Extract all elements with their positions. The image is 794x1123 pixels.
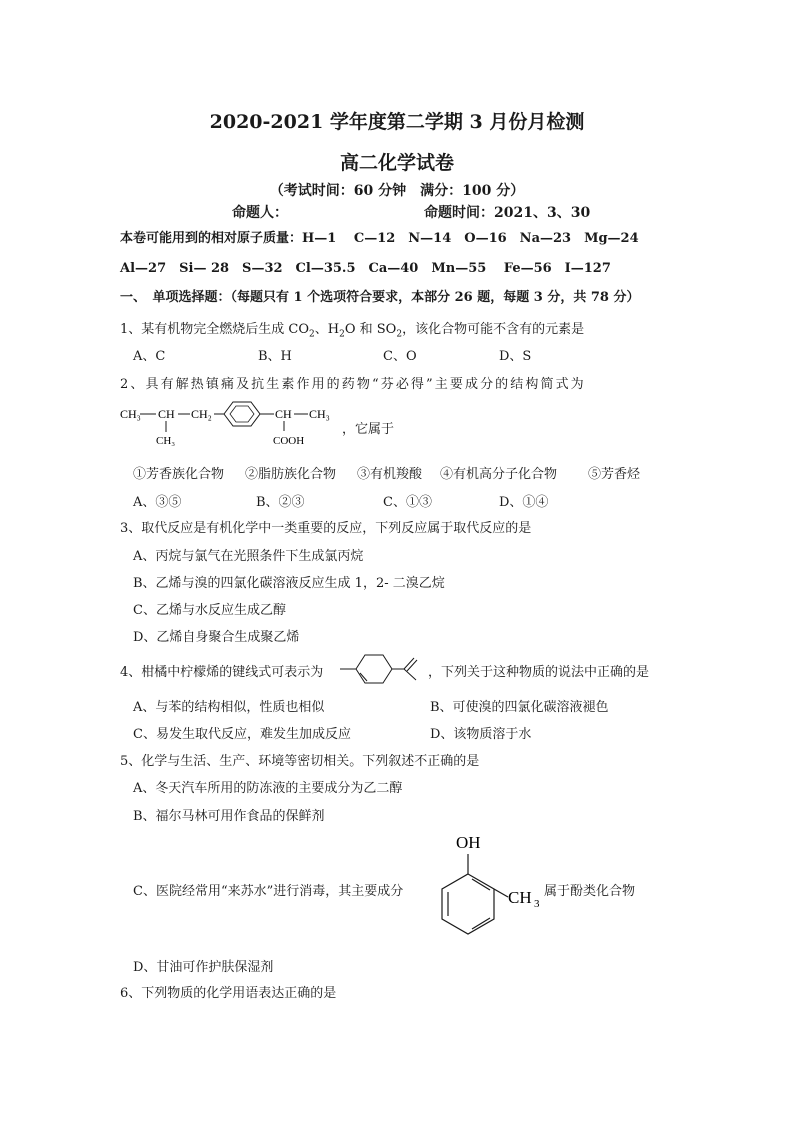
question-4-option-b: B、可使溴的四氯化碳溶液褪色 [430, 700, 609, 715]
question-2-choice-2: ②脂肪族化合物 [245, 467, 337, 482]
question-2-stem: 2、具有解热镇痛及抗生素作用的药物“芬必得”主要成分的结构简式为 [120, 377, 586, 392]
question-1-option-a: A、C [133, 349, 166, 364]
question-3-stem: 3、取代反应是有机化学中一类重要的反应，下列反应属于取代反应的是 [120, 521, 532, 536]
question-3-option-c: C、乙烯与水反应生成乙醇 [133, 603, 286, 618]
question-2-stem-tail: ，它属于 [342, 422, 395, 437]
question-4-stem: 4、柑橘中柠檬烯的键线式可表示为 [120, 665, 324, 680]
question-2-option-c: C、①③ [383, 495, 432, 510]
question-2-option-a: A、③⑤ [133, 495, 182, 510]
question-2-choice-5: ⑤芳香烃 [588, 467, 641, 482]
question-1-option-c: C、O [383, 349, 417, 364]
exam-info: （考试时间：60 分钟 满分：100 分） [269, 183, 525, 199]
question-2-choice-4: ④有机高分子化合物 [440, 467, 558, 482]
question-5-option-b: B、福尔马林可用作食品的保鲜剂 [133, 809, 325, 824]
question-3-option-b: B、乙烯与溴的四氯化碳溶液反应生成 1，2- 二溴乙烷 [133, 576, 445, 591]
author-label: 命题人： [232, 205, 288, 221]
struct-cooh: COOH [273, 435, 305, 447]
struct-ch2: CH₂ [191, 407, 212, 421]
question-4-option-a: A、与苯的结构相似，性质也相似 [133, 700, 325, 715]
question-3-option-a: A、丙烷与氯气在光照条件下生成氯丙烷 [133, 549, 364, 564]
section-heading: 一、 单项选择题：（每题只有 1 个选项符合要求，本部分 26 题，每题 3 分，共 78 分） [120, 290, 640, 305]
question-4-option-d: D、该物质溶于水 [430, 727, 532, 742]
question-5-option-d: D、甘油可作护肤保湿剂 [133, 960, 274, 975]
question-5-stem: 5、化学与生活、生产、环境等密切相关。下列叙述不正确的是 [120, 754, 480, 769]
question-3-option-d: D、乙烯自身聚合生成聚乙烯 [133, 630, 300, 645]
atomic-masses-line2: Al—27 Si— 28 S—32 Cl—35.5 Ca—40 Mn—55 Fe—56 I—127 [120, 261, 611, 276]
question-2-option-b: B、②③ [256, 495, 305, 510]
struct-ch3-left: CH₃ [120, 407, 141, 421]
struct-ch3-right: CH₃ [309, 407, 330, 421]
cresol-oh-label: OH [456, 833, 481, 852]
struct-ch3-bottom: CH₃ [156, 435, 176, 447]
question-1-stem: 1、某有机物完全燃烧后生成 $CO_2$、$H_2O$ 和 $SO_2$，该化合物可能不含有的元素是 [120, 322, 585, 340]
question-4-option-c: C、易发生取代反应，难发生加成反应 [133, 727, 351, 742]
struct-ch-right: CH [275, 407, 292, 421]
exam-title: 2020-2021 学年度第二学期 3 月份月检测 [209, 111, 585, 133]
cresol-ch3-label: CH [508, 888, 532, 907]
exam-subtitle: 高二化学试卷 [339, 152, 454, 174]
struct-ch: CH [158, 407, 175, 421]
question-6-stem: 6、下列物质的化学用语表达正确的是 [120, 986, 337, 1001]
question-1-option-b: B、H [258, 349, 292, 364]
question-4-stem-tail: ，下列关于这种物质的说法中正确的是 [428, 665, 650, 680]
question-5-option-a: A、冬天汽车所用的防冻液的主要成分为乙二醇 [133, 781, 403, 796]
ibuprofen-structure [118, 398, 348, 448]
date-label: 命题时间：2021、3、30 [424, 205, 591, 221]
atomic-masses-line1: 本卷可能用到的相对原子质量：H—1 C—12 N—14 O—16 Na—23 Mg—24 [120, 231, 639, 246]
cresol-structure [432, 828, 547, 946]
question-5-option-c: C、医院经常用“来苏水”进行消毒，其主要成分 [133, 884, 404, 899]
question-1-option-d: D、S [499, 349, 532, 364]
question-2-choice-1: ①芳香族化合物 [133, 467, 225, 482]
question-2-option-d: D、①④ [499, 495, 549, 510]
question-2-choice-3: ③有机羧酸 [357, 467, 423, 482]
question-5-option-c-tail: 属于酚类化合物 [544, 884, 636, 899]
cresol-ch3-subscript: 3 [534, 898, 540, 910]
limonene-structure [338, 650, 428, 688]
